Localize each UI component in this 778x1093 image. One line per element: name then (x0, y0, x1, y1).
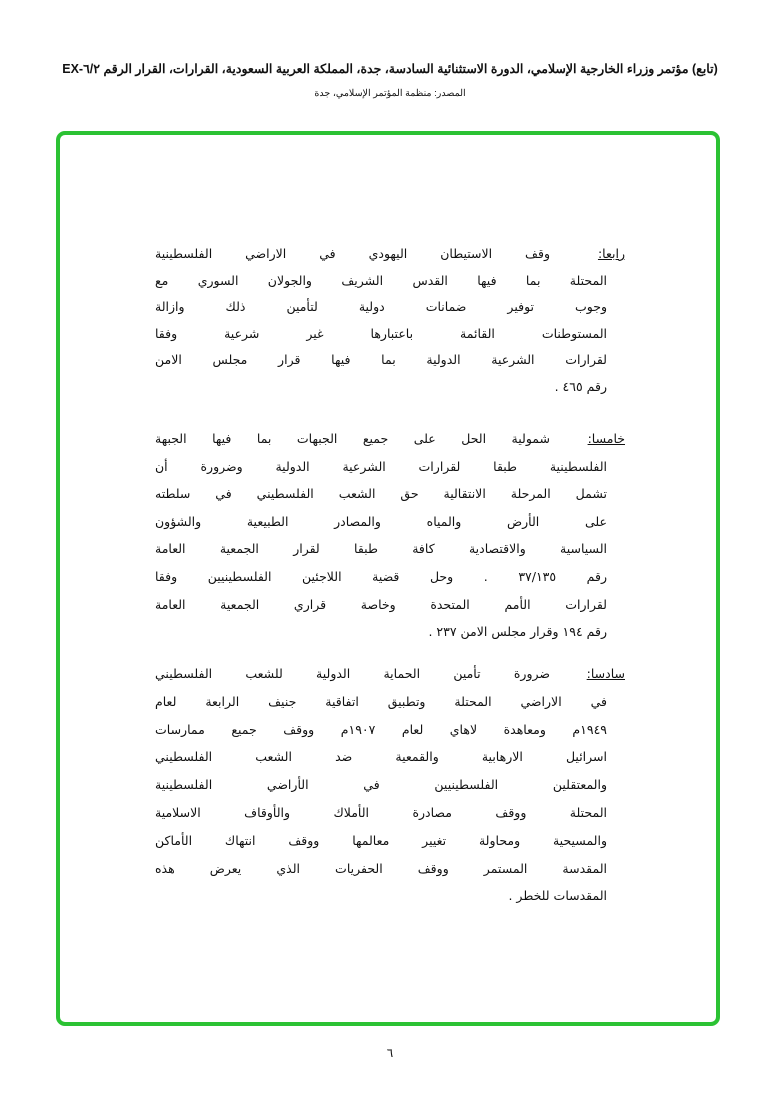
paragraph-line: والمسيحية ومحاولة تغيير معالمها ووقف انتهاك الأماكن (155, 832, 607, 848)
paragraph-line: المقدسة المستمر ووقف الحفريات الذي يعرض هذه (155, 860, 607, 876)
paragraph-line: اسرائيل الارهابية والقمعية ضد الشعب الفلسطيني (155, 749, 607, 765)
paragraph-line: تشمل المرحلة الانتقالية حق الشعب الفلسطيني في سلطته (155, 486, 607, 502)
paragraph-line: شمولية الحل على جميع الجبهات بما فيها الجبهة (155, 431, 550, 446)
paragraph-line: وجوب توفير ضمانات دولية لتأمين ذلك وازالة (155, 299, 607, 315)
paragraph-label: خامسا: (587, 431, 625, 446)
paragraph-line: لقرارات الأمم المتحدة وخاصة قراري الجمعية العامة (155, 596, 607, 612)
paragraph-line: الفلسطينية طبقا لقرارات الشرعية الدولية وضرورة أن (155, 458, 607, 474)
paragraph-line: ضرورة تأمين الحماية الدولية للشعب الفلسطيني (155, 666, 550, 681)
paragraph-line: رقم ٣٧/١٣٥ . وحل قضية اللاجئين الفلسطينيين وفقا (155, 569, 607, 584)
paragraph-line: المستوطنات القائمة باعتبارها غير شرعية وفقا (155, 325, 607, 341)
paragraph-label: رابعا: (597, 246, 625, 261)
paragraph-line: والمعتقلين الفلسطينيين في الأراضي الفلسطينية (155, 777, 607, 793)
paragraph-line: وقف الاستيطان اليهودي في الاراضي الفلسطينية (155, 246, 550, 261)
document-header-title: (تابع) مؤتمر وزراء الخارجية الإسلامي، الدورة الاستثنائية السادسة، جدة، المملكة العربية السعودية، القرارات، القرار الرقم ٦/٢-EX (62, 62, 718, 76)
paragraph-line: المقدسات للخطر . (508, 888, 607, 904)
paragraph-label: سادسا: (586, 666, 625, 681)
document-header-source: المصدر: منظمة المؤتمر الإسلامي، جدة (314, 88, 466, 99)
paragraph-line: رقم ٤٦٥ . (554, 379, 607, 394)
paragraph-line: السياسية والاقتصادية كافة طبقا لقرار الجمعية العامة (155, 541, 607, 557)
paragraph-line: المحتلة بما فيها القدس الشريف والجولان السوري مع (155, 272, 607, 288)
paragraph-line: على الأرض والمياه والمصادر الطبيعية والشؤون (155, 513, 607, 529)
paragraph-line: في الاراضي المحتلة وتطبيق اتفاقية جنيف الرابعة لعام (155, 693, 607, 709)
paragraph-line: المحتلة ووقف مصادرة الأملاك والأوقاف الاسلامية (155, 805, 607, 820)
paragraph-line: ١٩٤٩م ومعاهدة لاهاي لعام ١٩٠٧م ووقف جميع ممارسات (155, 721, 607, 737)
paragraph-line: رقم ١٩٤ وقرار مجلس الامن ٢٣٧ . (428, 624, 607, 640)
page-number: ٦ (386, 1046, 394, 1060)
paragraph-line: لقرارات الشرعية الدولية بما فيها قرار مجلس الامن (155, 352, 607, 368)
